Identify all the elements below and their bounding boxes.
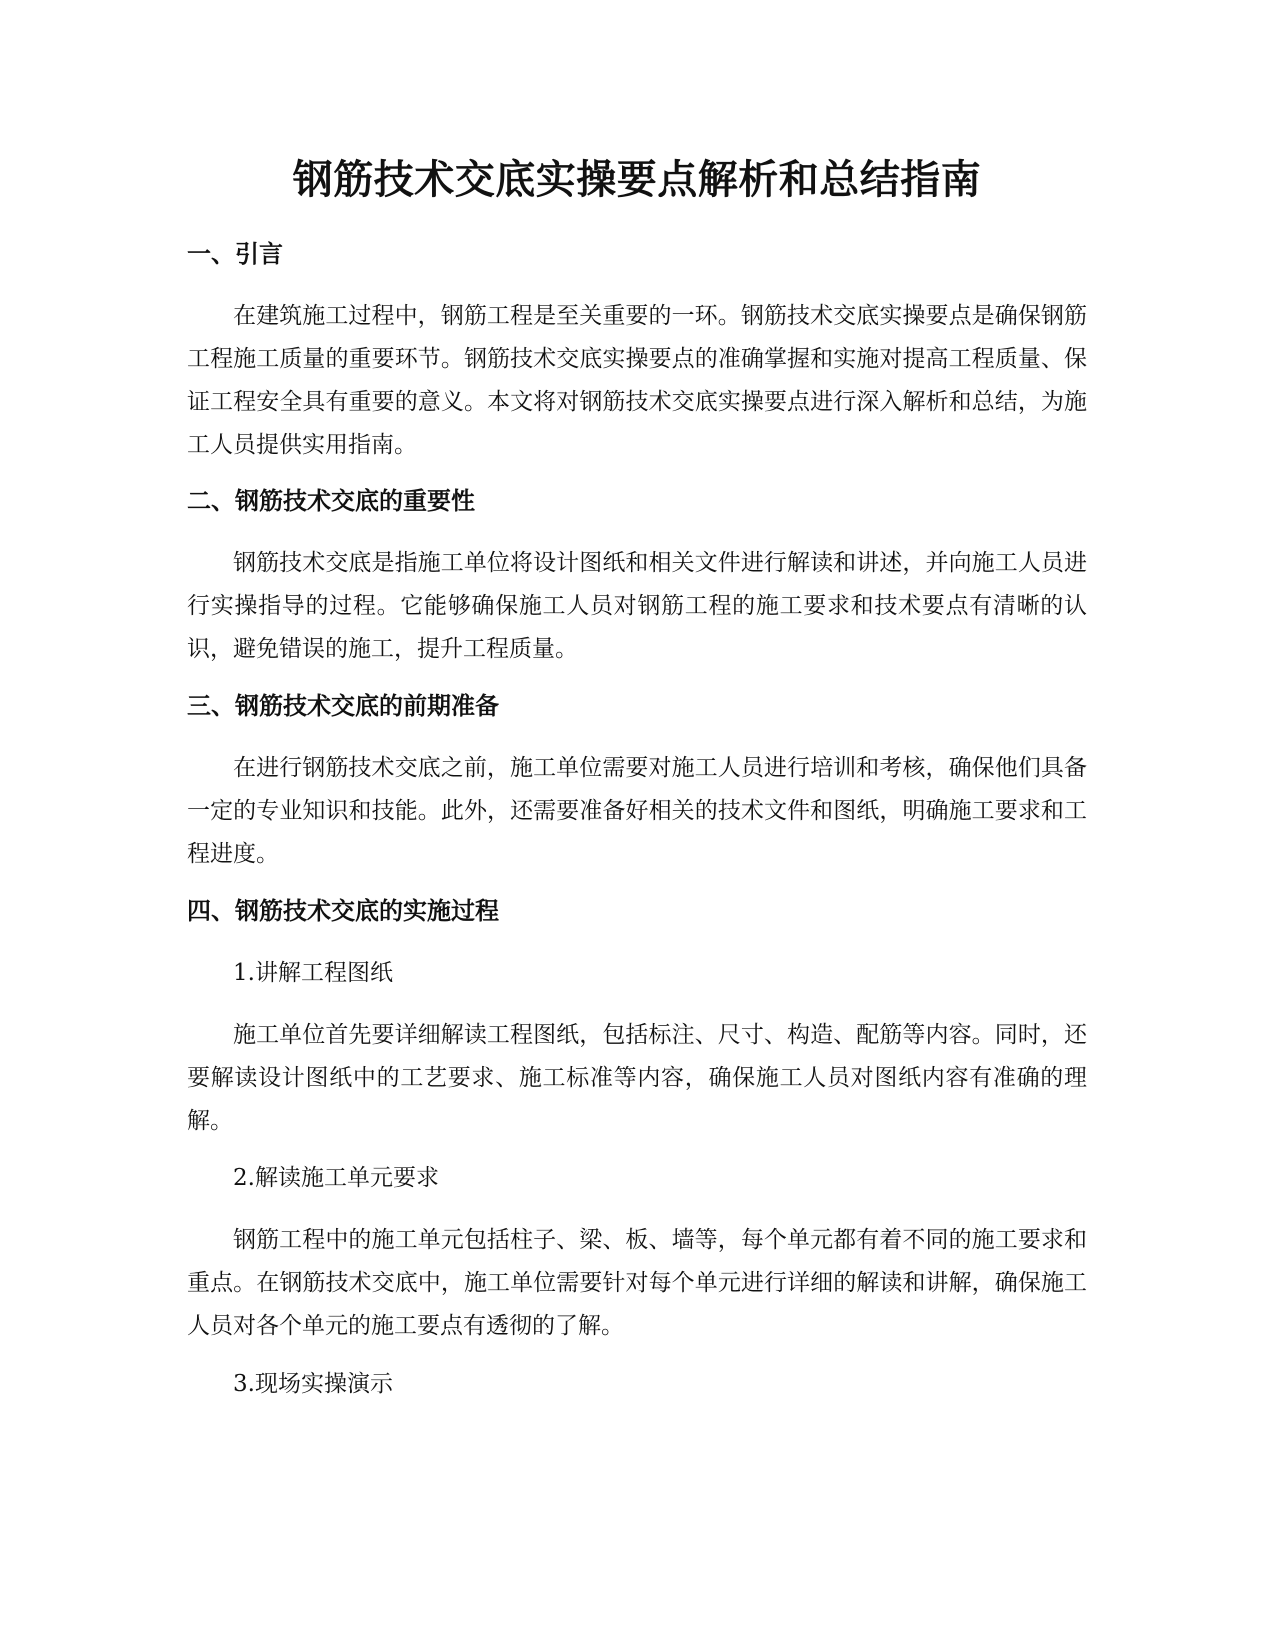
section-paragraph-introduction: 在建筑施工过程中，钢筋工程是至关重要的一环。钢筋技术交底实操要点是确保钢筋工程施工质量的重要环节。钢筋技术交底实操要点的准确掌握和实施对提高工程质量、保证工程安全具有重要的意义。本文将对钢筋技术交底实操要点进行深入解析和总结，为施工人员提供实用指南。 [187, 303, 1087, 458]
section-heading-introduction: 一、引言 [187, 240, 283, 268]
section-heading-importance: 二、钢筋技术交底的重要性 [187, 487, 475, 515]
section-paragraph-preparation: 在进行钢筋技术交底之前，施工单位需要对施工人员进行培训和考核，确保他们具备一定的专业知识和技能。此外，还需要准备好相关的技术文件和图纸，明确施工要求和工程进度。 [187, 755, 1087, 867]
section-paragraph-importance: 钢筋技术交底是指施工单位将设计图纸和相关文件进行解读和讲述，并向施工人员进行实操指导的过程。它能够确保施工人员对钢筋工程的施工要求和技术要点有清晰的认识，避免错误的施工，提升工程质量。 [187, 550, 1087, 662]
step-paragraph-units: 钢筋工程中的施工单元包括柱子、梁、板、墙等，每个单元都有着不同的施工要求和重点。在钢筋技术交底中，施工单位需要针对每个单元进行详细的解读和讲解，确保施工人员对各个单元的施工要点有透彻的了解。 [187, 1227, 1087, 1339]
section-heading-implementation: 四、钢筋技术交底的实施过程 [187, 897, 499, 925]
step-title-units: 2.解读施工单元要求 [233, 1165, 439, 1191]
step-paragraph-drawings: 施工单位首先要详细解读工程图纸，包括标注、尺寸、构造、配筋等内容。同时，还要解读设计图纸中的工艺要求、施工标准等内容，确保施工人员对图纸内容有准确的理解。 [187, 1022, 1087, 1134]
document-page [187, 0, 1087, 1650]
step-title-demonstration: 3.现场实操演示 [233, 1371, 393, 1397]
document-title: 钢筋技术交底实操要点解析和总结指南 [292, 157, 982, 203]
section-heading-preparation: 三、钢筋技术交底的前期准备 [187, 692, 499, 720]
step-title-drawings: 1.讲解工程图纸 [233, 960, 393, 986]
